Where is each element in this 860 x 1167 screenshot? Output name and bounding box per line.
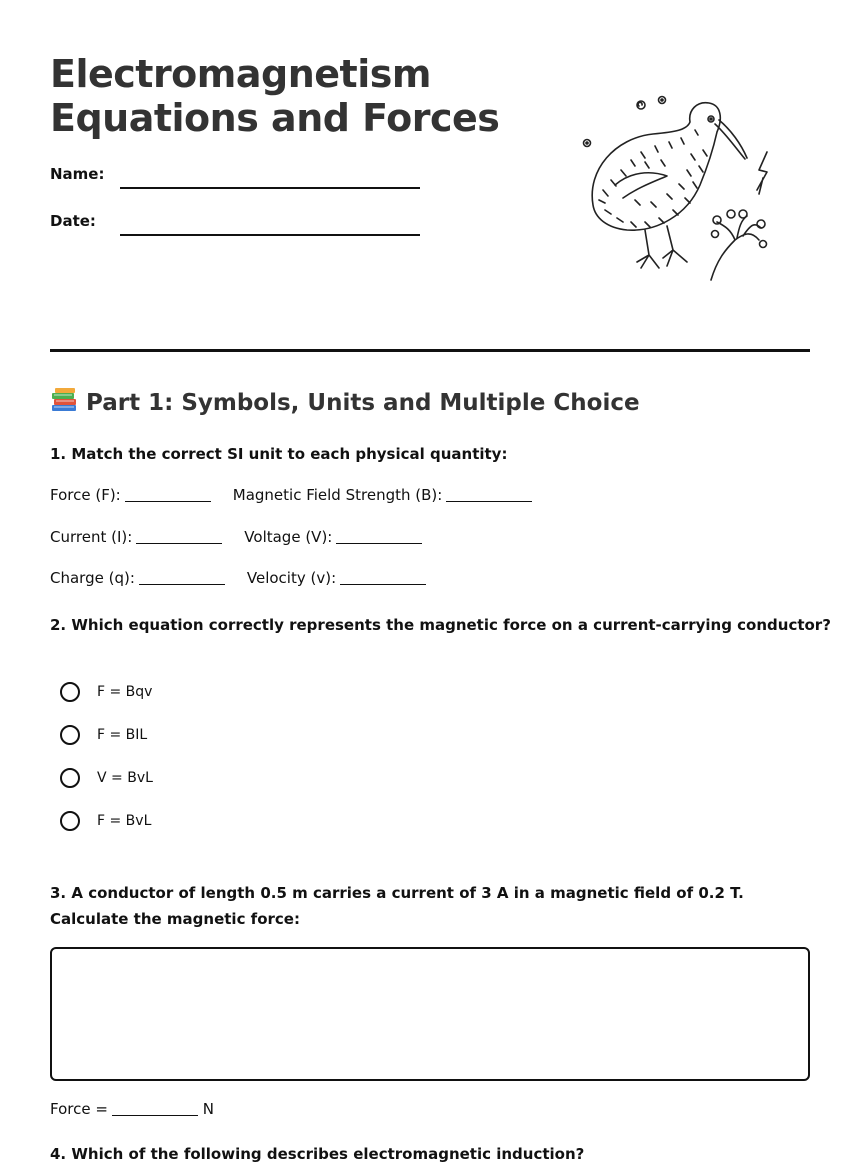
- force-answer-label: Force =: [50, 1100, 108, 1118]
- name-label: Name:: [50, 165, 105, 183]
- q2-option-3[interactable]: [60, 765, 153, 791]
- title-line-1: Electromagnetism: [50, 52, 431, 96]
- worksheet-title: [50, 52, 499, 140]
- q2-option-2[interactable]: [60, 722, 147, 748]
- radio-button[interactable]: [60, 768, 80, 788]
- force-answer-unit: N: [202, 1100, 214, 1118]
- q1-item-force: Force (F):: [50, 486, 121, 504]
- q3-answer-line: [50, 1100, 214, 1118]
- part1-heading-text: Part 1: Symbols, Units and Multiple Choice: [86, 390, 640, 416]
- q2-option-1[interactable]: [60, 679, 152, 705]
- force-answer-blank[interactable]: [112, 1101, 198, 1116]
- option-label: F = BvL: [97, 813, 152, 829]
- q1-item-velocity: Velocity (v):: [246, 569, 337, 587]
- title-line-2: Equations and Forces: [50, 96, 500, 140]
- q1-row-3: [50, 569, 426, 587]
- magnetic-field-unit-blank[interactable]: [446, 487, 532, 502]
- question-1-prompt: 1. Match the correct SI unit to each physical quantity:: [50, 445, 508, 463]
- charge-unit-blank[interactable]: [139, 570, 225, 585]
- question-2-prompt: 2. Which equation correctly represents the magnetic force on a current-carrying conductor?: [50, 616, 831, 634]
- q1-row-2: [50, 528, 422, 546]
- radio-button[interactable]: [60, 725, 80, 745]
- velocity-unit-blank[interactable]: [340, 570, 426, 585]
- books-icon: [50, 387, 78, 413]
- q3-working-box[interactable]: [50, 947, 810, 1081]
- option-label: F = Bqv: [97, 684, 153, 700]
- part1-heading: [50, 387, 640, 416]
- date-field[interactable]: [120, 234, 420, 236]
- radio-button[interactable]: [60, 811, 80, 831]
- q1-row-1: [50, 486, 532, 504]
- date-label: Date:: [50, 212, 96, 230]
- q1-item-voltage: Voltage (V):: [244, 528, 333, 546]
- radio-button[interactable]: [60, 682, 80, 702]
- force-unit-blank[interactable]: [125, 487, 211, 502]
- q2-option-4[interactable]: [60, 808, 151, 834]
- name-field[interactable]: [120, 187, 420, 189]
- question-3-prompt: 3. A conductor of length 0.5 m carries a current of 3 A in a magnetic field of 0.2 T. Calculate the magnetic force:: [50, 884, 744, 928]
- section-divider: [50, 349, 810, 352]
- kiwi-bird-illustration: [575, 90, 775, 285]
- current-unit-blank[interactable]: [136, 529, 222, 544]
- question-4-prompt: 4. Which of the following describes electromagnetic induction?: [50, 1145, 585, 1163]
- option-label: V = BvL: [97, 770, 153, 786]
- q1-item-current: Current (I):: [50, 528, 133, 546]
- voltage-unit-blank[interactable]: [336, 529, 422, 544]
- q1-item-magnetic-field: Magnetic Field Strength (B):: [232, 486, 443, 504]
- option-label: F = BIL: [97, 727, 148, 743]
- q1-item-charge: Charge (q):: [50, 569, 135, 587]
